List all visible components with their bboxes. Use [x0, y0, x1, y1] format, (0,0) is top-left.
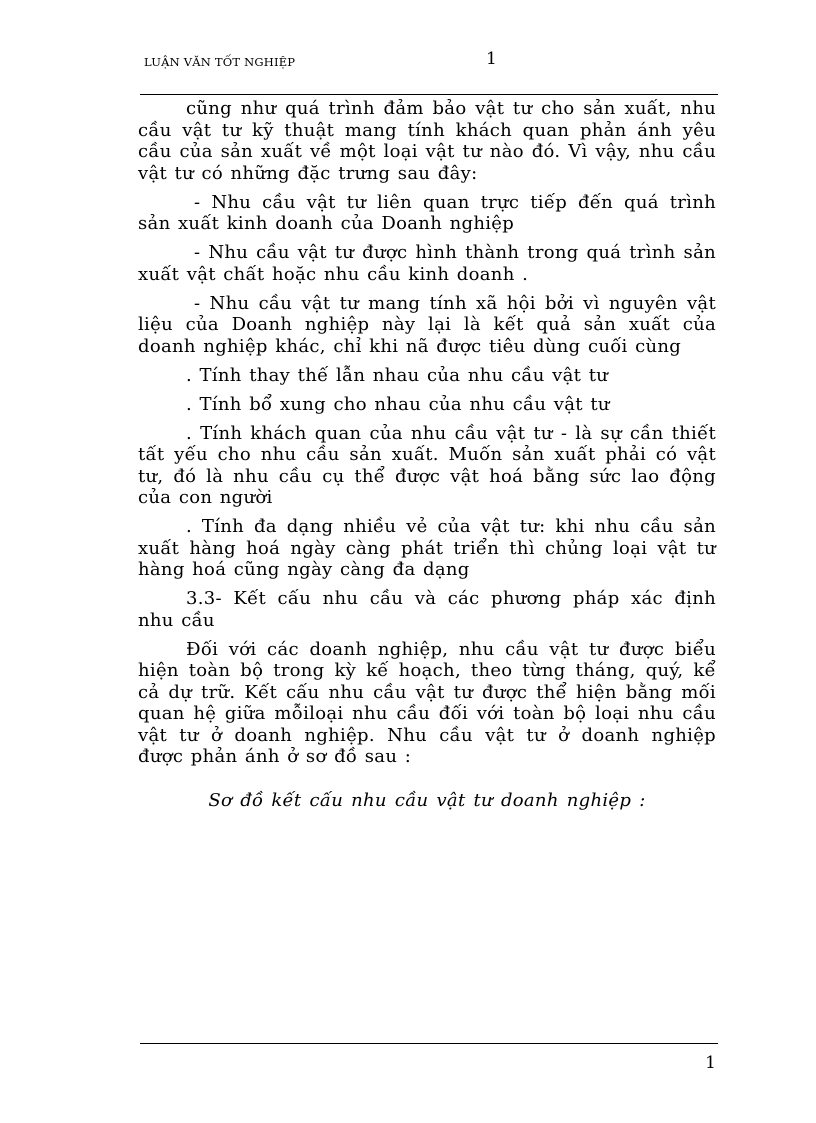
header-divider: [140, 94, 718, 95]
paragraph: . Tính bổ xung cho nhau của nhu cầu vật tư: [186, 393, 610, 415]
header-title: LUẬN VĂN TỐT NGHIỆP: [144, 55, 296, 69]
footer-page-number: 1: [705, 1053, 716, 1073]
footer-divider: [140, 1043, 718, 1044]
paragraph: . Tính thay thế lẫn nhau của nhu cầu vật tư: [186, 364, 609, 386]
paragraph: . Tính đa dạng nhiều vẻ của vật tư: khi nhu cầu sản xuất hàng hoá ngày càng phát triển thì chủng loại vật tư hàng hoá cũng ngày càng đa dạng: [138, 516, 716, 580]
paragraph: Đối với các doanh nghiệp, nhu cầu vật tư được biểu hiện toàn bộ trong kỳ kế hoạch, theo từng tháng, quý, kể cả dự trữ. Kết cấu nhu cầu vật tư được thể hiện bằng mối quan hệ giữa mỗiloại nhu cầu đối với toàn bộ loại nhu cầu vật tư ở doanh nghiệp. Nhu cầu vật tư ở doanh nghiệp được phản ánh ở sơ đồ sau :: [138, 638, 716, 767]
section-heading: 3.3- Kết cấu nhu cầu và các phương pháp xác định nhu cầu: [138, 588, 716, 631]
page-body: [138, 98, 716, 811]
page-header: [140, 49, 718, 92]
diagram-caption: Sơ đồ kết cấu nhu cầu vật tư doanh nghiệp :: [208, 789, 646, 811]
header-page-number: 1: [486, 49, 497, 69]
paragraph: cũng như quá trình đảm bảo vật tư cho sản xuất, nhu cầu vật tư kỹ thuật mang tính khách quan phản ánh yêu cầu của sản xuất về một loại vật tư nào đó. Vì vậy, nhu cầu vật tư có những đặc trưng sau đây:: [138, 98, 716, 184]
paragraph: - Nhu cầu vật tư liên quan trực tiếp đến quá trình sản xuất kinh doanh của Doanh nghiệp: [138, 191, 716, 234]
paragraph: - Nhu cầu vật tư mang tính xã hội bởi vì nguyên vật liệu của Doanh nghiệp này lại là kết quả sản xuất của doanh nghiệp khác, chỉ khi nã được tiêu dùng cuối cùng: [138, 292, 716, 357]
paragraph: . Tính khách quan của nhu cầu vật tư - là sự cần thiết tất yếu cho nhu cầu sản xuất. Muốn sản xuất phải có vật tư, đó là nhu cầu cụ thể được vật hoá bằng sức lao động của con người: [138, 422, 716, 508]
paragraph: - Nhu cầu vật tư được hình thành trong quá trình sản xuất vật chất hoặc nhu cầu kinh doanh .: [138, 242, 716, 285]
